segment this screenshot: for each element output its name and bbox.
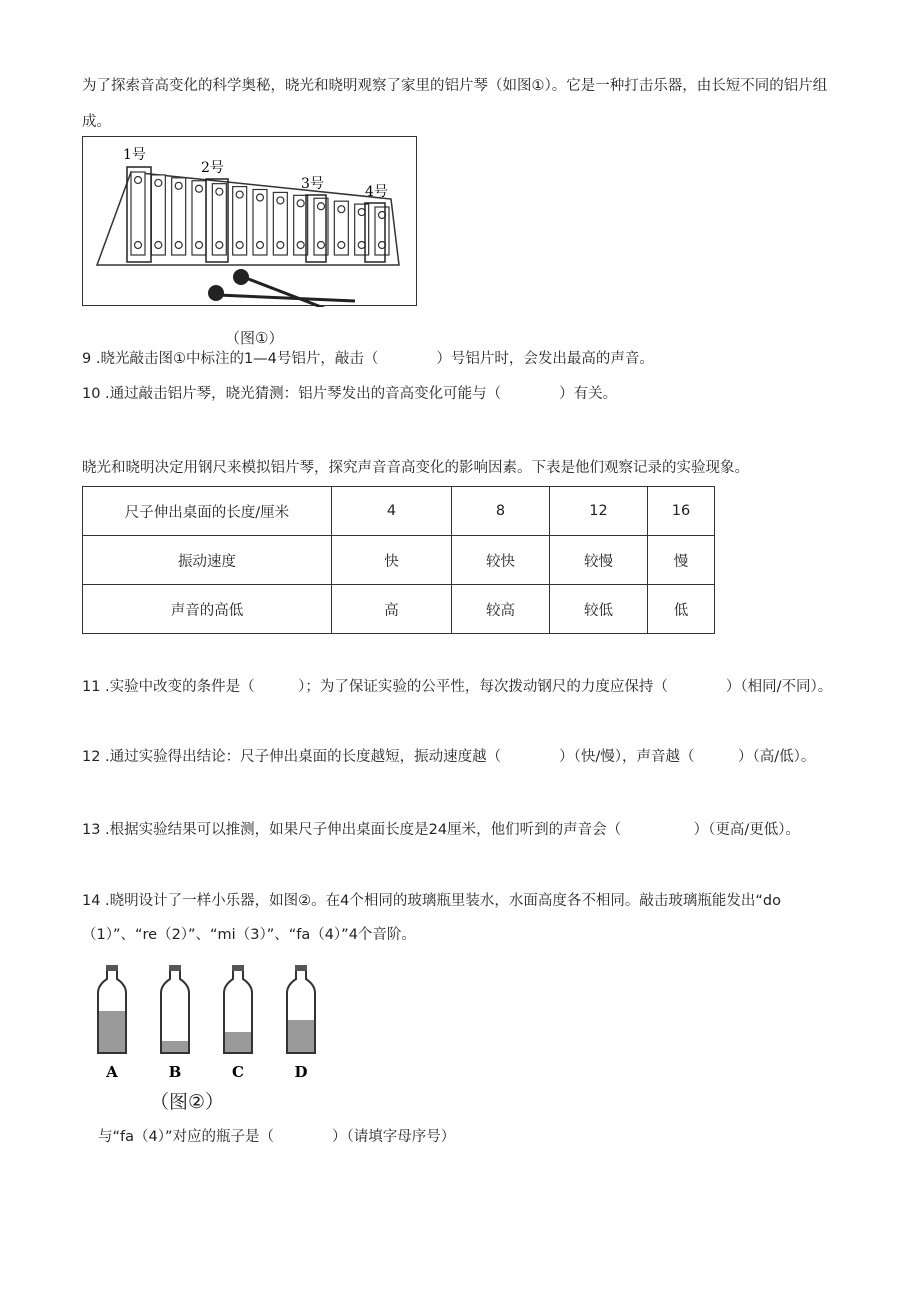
bar-hole xyxy=(257,242,264,249)
label-3: 3号 xyxy=(301,176,324,192)
bar-hole xyxy=(135,177,142,184)
bar-hole xyxy=(175,242,182,249)
bar-hole xyxy=(196,242,203,249)
water-level xyxy=(161,1041,189,1053)
water-level xyxy=(98,1011,126,1053)
bottle-cap xyxy=(295,965,307,971)
bar-hole xyxy=(358,209,365,216)
bar-hole xyxy=(338,206,345,213)
question-14: 14 .晓明设计了一样小乐器，如图②。在4个相同的玻璃瓶里装水，水面高度各不相同。敲击玻璃瓶能发出“do（1）”、“re（2）”、“mi（3）”、“fa（4）”4个音阶。 xyxy=(82,893,781,943)
table-cell: 较慢 xyxy=(550,536,648,585)
table-row xyxy=(83,585,715,634)
bottle-cap xyxy=(106,965,118,971)
question-14b: 与“fa（4）”对应的瓶子是（ ）（请填字母序号） xyxy=(98,1129,456,1145)
table-cell: 慢 xyxy=(648,536,715,585)
label-2: 2号 xyxy=(201,160,224,176)
question-12: 12 .通过实验得出结论：尺子伸出桌面的长度越短，振动速度越（ ）（快/慢），声音越（ ）（高/低）。 xyxy=(82,749,816,765)
table-cell: 高 xyxy=(332,585,452,634)
bottle-c xyxy=(224,965,252,1081)
bottle-d xyxy=(287,965,315,1081)
table-cell: 较低 xyxy=(550,585,648,634)
bar-hole xyxy=(216,242,223,249)
experiment-table xyxy=(82,486,715,634)
figure-2-bottles xyxy=(92,965,352,1085)
bar-hole xyxy=(216,188,223,195)
intro-paragraph: 为了探索音高变化的科学奥秘，晓光和晓明观察了家里的铝片琴（如图①）。它是一种打击乐器，由长短不同的铝片组成。 xyxy=(82,78,828,130)
question-9: 9 .晓光敲击图①中标注的1—4号铝片，敲击（ ）号铝片时，会发出最高的声音。 xyxy=(82,351,654,367)
bar-hole xyxy=(318,203,325,210)
bar-hole xyxy=(277,197,284,204)
table-cell: 4 xyxy=(332,487,452,536)
xylophone-drawing xyxy=(83,137,418,307)
table-row xyxy=(83,536,715,585)
bottle-cap xyxy=(169,965,181,971)
bar-hole xyxy=(277,242,284,249)
bottle-label: C xyxy=(232,1063,244,1081)
table-cell: 16 xyxy=(648,487,715,536)
table-cell: 尺子伸出桌面的长度/厘米 xyxy=(83,487,332,536)
bar-hole xyxy=(196,185,203,192)
bottle-label: A xyxy=(106,1063,118,1081)
bar-hole xyxy=(338,242,345,249)
question-13: 13 .根据实验结果可以推测，如果尺子伸出桌面长度是24厘米，他们听到的声音会（ ）（更高/更低）。 xyxy=(82,822,801,838)
bar-hole xyxy=(318,242,325,249)
table-cell: 较高 xyxy=(452,585,550,634)
bottle-label: D xyxy=(294,1063,308,1081)
question-10: 10 .通过敲击铝片琴，晓光猜测：铝片琴发出的音高变化可能与（ ）有关。 xyxy=(82,386,618,402)
table-cell: 较快 xyxy=(452,536,550,585)
bar-hole xyxy=(297,242,304,249)
water-level xyxy=(287,1020,315,1053)
experiment-paragraph: 晓光和晓明决定用钢尺来模拟铝片琴，探究声音音高变化的影响因素。下表是他们观察记录的实验现象。 xyxy=(82,460,749,476)
table-cell: 低 xyxy=(648,585,715,634)
bar-hole xyxy=(236,191,243,198)
bottle-a xyxy=(98,965,126,1081)
label-4: 4号 xyxy=(365,184,388,200)
bottle-outline xyxy=(161,967,189,1053)
bottle-label: B xyxy=(168,1063,182,1081)
bar-hole xyxy=(135,242,142,249)
table-cell: 8 xyxy=(452,487,550,536)
bar-hole xyxy=(257,194,264,201)
bar-hole xyxy=(155,242,162,249)
table-row xyxy=(83,487,715,536)
bar-hole xyxy=(155,179,162,186)
figure-2-caption: （图②） xyxy=(150,1091,225,1113)
question-11: 11 .实验中改变的条件是（ ）；为了保证实验的公平性，每次拨动钢尺的力度应保持（ ）（相同/不同）。 xyxy=(82,679,833,695)
label-1: 1号 xyxy=(123,147,146,163)
water-level xyxy=(224,1032,252,1053)
table-cell: 12 xyxy=(550,487,648,536)
table-cell: 振动速度 xyxy=(83,536,332,585)
bar-hole xyxy=(236,242,243,249)
table-cell: 快 xyxy=(332,536,452,585)
bar-hole xyxy=(358,242,365,249)
table-cell: 声音的高低 xyxy=(83,585,332,634)
bar-hole xyxy=(297,200,304,207)
bottle-cap xyxy=(232,965,244,971)
bar-hole xyxy=(175,182,182,189)
bottle-b xyxy=(161,965,189,1081)
figure-1-caption: （图①） xyxy=(225,329,284,347)
figure-1-xylophone xyxy=(82,136,417,306)
